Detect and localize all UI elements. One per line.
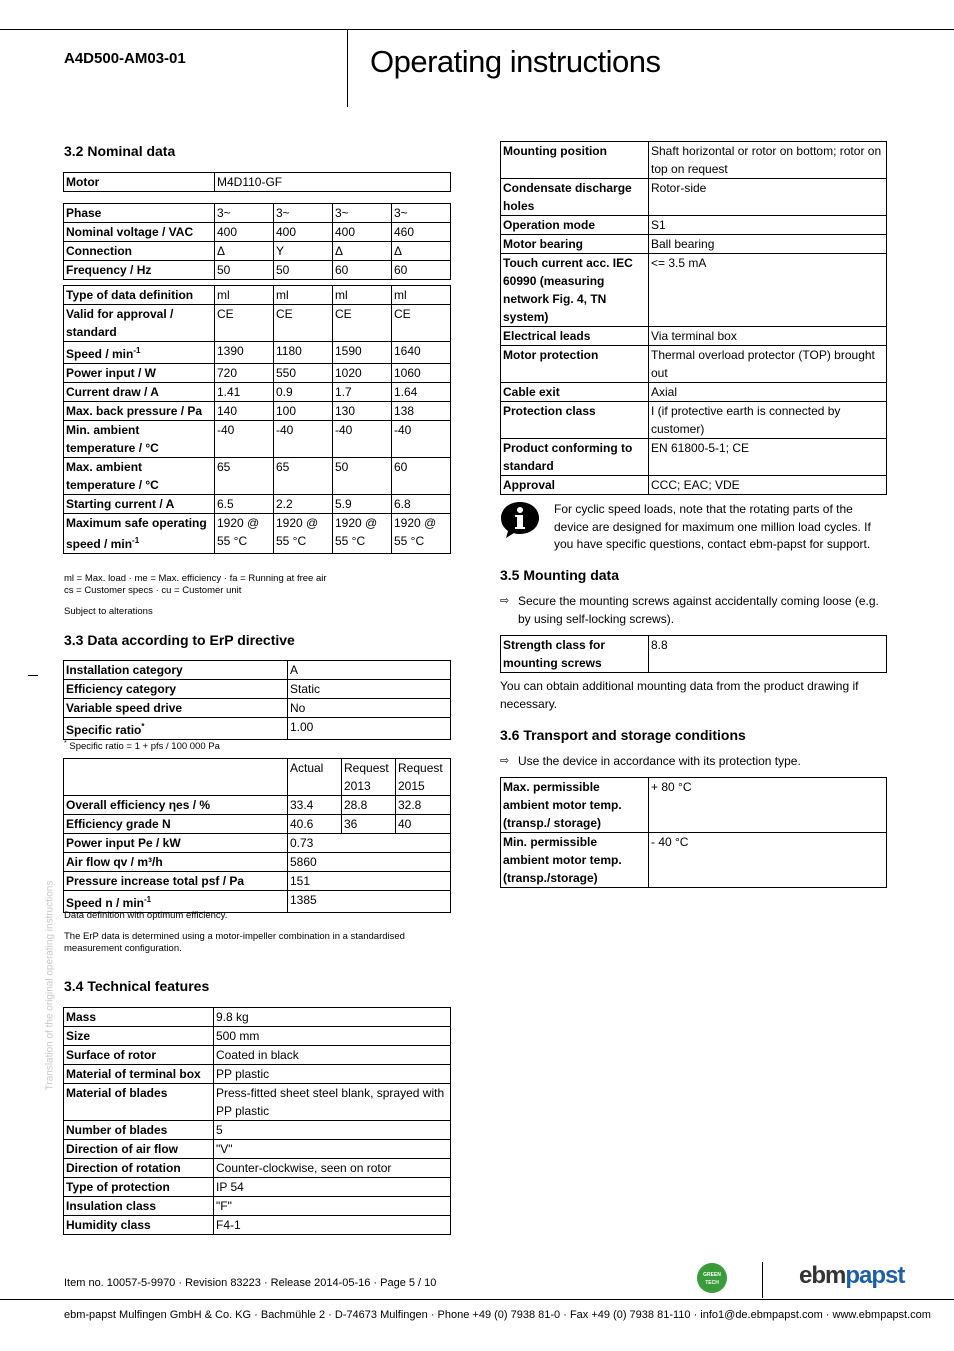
nominal-grid-1: [63, 203, 451, 280]
table-row: [501, 327, 887, 346]
table-cell: 1.7: [333, 383, 392, 402]
table-cell: 1920 @ 55 °C: [333, 514, 392, 554]
table-cell: Phase: [64, 204, 215, 223]
info-icon: [499, 500, 541, 540]
table-cell: 32.8: [396, 796, 451, 815]
table-row: [64, 1140, 451, 1159]
table-cell: Protection class: [501, 402, 649, 439]
table-cell: 100: [274, 402, 333, 421]
table-cell: Air flow qv / m³/h: [64, 853, 288, 872]
table-cell: Static: [288, 680, 451, 699]
table-cell: 2.2: [274, 495, 333, 514]
table-row: [64, 223, 451, 242]
side-text: Translation of the original operating instructions: [44, 880, 56, 1091]
table-cell: 40.6: [288, 815, 342, 834]
table-cell: Touch current acc. IEC 60990 (measuring network Fig. 4, TN system): [501, 254, 649, 327]
table-cell: Request 2015: [396, 759, 451, 796]
motor-features-table: [500, 141, 887, 495]
table-cell: -40: [392, 421, 451, 458]
table-cell: Installation category: [64, 661, 288, 680]
table-cell: Valid for approval / standard: [64, 305, 215, 342]
table-cell: 6.8: [392, 495, 451, 514]
table-cell: S1: [649, 216, 887, 235]
table-cell: 60: [392, 458, 451, 495]
margin-mark: [28, 675, 38, 676]
table-cell: Power input Pe / kW: [64, 834, 288, 853]
table-cell: 151: [288, 872, 451, 891]
page-title: Operating instructions: [370, 44, 661, 79]
table-cell: Number of blades: [64, 1121, 214, 1140]
mounting-table: [500, 635, 887, 673]
table-cell: Frequency / Hz: [64, 261, 215, 280]
table-cell: 460: [392, 223, 451, 242]
table-cell: Humidity class: [64, 1216, 214, 1235]
table-cell: ml: [215, 286, 274, 305]
storage-table: [500, 777, 887, 888]
table-row: [64, 305, 451, 342]
section-heading-3-6: 3.6 Transport and storage conditions: [500, 727, 746, 743]
table-cell: 0.73: [288, 834, 451, 853]
table-row: [501, 439, 887, 476]
table-cell: [64, 759, 288, 796]
table-row: [64, 718, 451, 740]
table-row: [501, 179, 887, 216]
green-tech-badge: [697, 1263, 727, 1293]
table-cell: 1640: [392, 342, 451, 364]
table-cell: Material of terminal box: [64, 1065, 214, 1084]
table-row: [64, 261, 451, 280]
table-cell: 0.9: [274, 383, 333, 402]
table-cell: Min. ambient temperature / °C: [64, 421, 215, 458]
table-cell: No: [288, 699, 451, 718]
table-cell: 9.8 kg: [214, 1008, 451, 1027]
table-row: [64, 699, 451, 718]
footer-rule: [0, 1299, 954, 1300]
table-cell: Mass: [64, 1008, 214, 1027]
table-cell: CCC; EAC; VDE: [649, 476, 887, 495]
table-cell: Actual: [288, 759, 342, 796]
table-row: [64, 342, 451, 364]
table-cell: Motor bearing: [501, 235, 649, 254]
table-row: [64, 514, 451, 554]
table-cell: 36: [342, 815, 396, 834]
table-cell: Insulation class: [64, 1197, 214, 1216]
table-cell: 65: [215, 458, 274, 495]
table-cell: 1020: [333, 364, 392, 383]
section-heading-3-2: 3.2 Nominal data: [64, 143, 176, 159]
table-cell: 3~: [392, 204, 451, 223]
table-cell: 1.64: [392, 383, 451, 402]
table-cell: Type of protection: [64, 1178, 214, 1197]
cell-label: Speed / min: [66, 347, 134, 361]
superscript: -1: [132, 536, 140, 545]
erp-table-2: [63, 758, 451, 913]
table-row: [64, 495, 451, 514]
table-cell: A: [288, 661, 451, 680]
bullet-protection-type: [500, 753, 885, 771]
table-cell: -40: [274, 421, 333, 458]
table-row: [64, 1046, 451, 1065]
table-cell: 3~: [274, 204, 333, 223]
table-cell: I (if protective earth is connected by customer): [649, 402, 887, 439]
company-address: ebm-papst Mulfingen GmbH & Co. KG · Bachmühle 2 · D-74673 Mulfingen · Phone +49 (0) 7938 81-0 · Fax +49 (0) 7938 81-110 · info1@de.ebmpapst.com · www.ebmpapst.com: [64, 1309, 931, 1321]
table-cell: Max. ambient temperature / °C: [64, 458, 215, 495]
logo-papst: papst: [845, 1262, 905, 1289]
table-cell: 400: [274, 223, 333, 242]
table-cell: 28.8: [342, 796, 396, 815]
table-cell: Cable exit: [501, 383, 649, 402]
table-row: [501, 142, 887, 179]
abbrev-note-2: cs = Customer specs · cu = Customer unit: [64, 585, 242, 596]
cell-label: Maximum safe operating speed / min: [66, 516, 207, 551]
table-cell: 1920 @ 55 °C: [215, 514, 274, 554]
table-cell: 8.8: [649, 636, 887, 673]
table-cell: Power input / W: [64, 364, 215, 383]
arrow-icon: ⇨: [500, 595, 510, 607]
table-cell: Direction of air flow: [64, 1140, 214, 1159]
table-cell: 1180: [274, 342, 333, 364]
table-cell: Pressure increase total psf / Pa: [64, 872, 288, 891]
table-row: [501, 254, 887, 327]
table-cell: 1060: [392, 364, 451, 383]
table-cell: Approval: [501, 476, 649, 495]
table-cell: EN 61800-5-1; CE: [649, 439, 887, 476]
table-cell: ml: [274, 286, 333, 305]
table-row: [501, 216, 887, 235]
bullet-mounting-screws: [500, 593, 885, 628]
table-cell: F4-1: [214, 1216, 451, 1235]
table-cell: Product conforming to standard: [501, 439, 649, 476]
bullet-text: Use the device in accordance with its protection type.: [518, 754, 801, 768]
table-row: [64, 204, 451, 223]
table-cell: ml: [392, 286, 451, 305]
table-cell: Mounting position: [501, 142, 649, 179]
table-cell: 50: [333, 458, 392, 495]
table-cell: Nominal voltage / VAC: [64, 223, 215, 242]
table-cell: 50: [274, 261, 333, 280]
table-row: [64, 242, 451, 261]
table-cell: Variable speed drive: [64, 699, 288, 718]
table-cell: Press-fitted sheet steel blank, sprayed with PP plastic: [214, 1084, 451, 1121]
superscript: -1: [133, 346, 141, 355]
table-cell: IP 54: [214, 1178, 451, 1197]
cell-label: Speed n / min: [66, 896, 145, 910]
table-cell: Starting current / A: [64, 495, 215, 514]
table-row: [64, 402, 451, 421]
table-cell: 3~: [333, 204, 392, 223]
table-cell: 1920 @ 55 °C: [392, 514, 451, 554]
table-row: [64, 1197, 451, 1216]
table-cell: PP plastic: [214, 1065, 451, 1084]
alterations-note: Subject to alterations: [64, 606, 153, 617]
table-cell: Shaft horizontal or rotor on bottom; rotor on top on request: [649, 142, 887, 179]
arrow-icon: ⇨: [500, 755, 510, 767]
table-cell: Counter-clockwise, seen on rotor: [214, 1159, 451, 1178]
table-cell: Connection: [64, 242, 215, 261]
table-cell: 5860: [288, 853, 451, 872]
table-row: [501, 346, 887, 383]
table-cell: Δ: [392, 242, 451, 261]
table-cell: 500 mm: [214, 1027, 451, 1046]
table-cell: <= 3.5 mA: [649, 254, 887, 327]
table-row: [64, 1121, 451, 1140]
table-cell: 5: [214, 1121, 451, 1140]
table-cell: CE: [392, 305, 451, 342]
table-cell: CE: [333, 305, 392, 342]
cell-label: Specific ratio: [66, 723, 142, 737]
table-cell: "V": [214, 1140, 451, 1159]
table-row: [501, 383, 887, 402]
superscript: *: [141, 722, 145, 731]
table-cell: Motor protection: [501, 346, 649, 383]
table-cell: 140: [215, 402, 274, 421]
table-cell: 400: [215, 223, 274, 242]
table-cell: Min. permissible ambient motor temp. (transp./storage): [501, 833, 649, 888]
table-row: [64, 286, 451, 305]
table-cell: Coated in black: [214, 1046, 451, 1065]
table-row: [64, 1008, 451, 1027]
section-heading-3-4: 3.4 Technical features: [64, 978, 210, 994]
table-cell: [64, 342, 215, 364]
table-row: [64, 1084, 451, 1121]
table-row: [64, 853, 451, 872]
bullet-text: Secure the mounting screws against accidentally coming loose (e.g. by using self-locking screws).: [518, 594, 879, 626]
mounting-para: You can obtain additional mounting data from the product drawing if necessary.: [500, 679, 859, 711]
table-row: [64, 1027, 451, 1046]
abbrev-note-1: ml = Max. load · me = Max. efficiency · fa = Running at free air: [64, 573, 327, 584]
table-cell: 138: [392, 402, 451, 421]
table-row: [64, 834, 451, 853]
footer-divider: [762, 1262, 763, 1298]
table-cell: Rotor-side: [649, 179, 887, 216]
table-cell: 65: [274, 458, 333, 495]
table-cell: 3~: [215, 204, 274, 223]
table-row: [64, 872, 451, 891]
model-number: A4D500-AM03-01: [64, 50, 186, 67]
table-cell: 720: [215, 364, 274, 383]
table-cell: 1.41: [215, 383, 274, 402]
header-divider: [347, 29, 348, 107]
table-cell: Direction of rotation: [64, 1159, 214, 1178]
table-row: [64, 364, 451, 383]
table-cell: -40: [215, 421, 274, 458]
nominal-grid-2: [63, 285, 451, 554]
erp-table-1: [63, 660, 451, 740]
table-row: [64, 796, 451, 815]
table-cell: Strength class for mounting screws: [501, 636, 649, 673]
superscript: -1: [144, 895, 152, 904]
table-cell: Size: [64, 1027, 214, 1046]
table-row: [501, 476, 887, 495]
table-cell: CE: [215, 305, 274, 342]
table-cell: 1385: [288, 891, 451, 913]
table-cell: M4D110-GF: [215, 173, 451, 192]
table-row: [64, 680, 451, 699]
table-row: [64, 1065, 451, 1084]
table-row: [501, 833, 887, 888]
table-cell: - 40 °C: [649, 833, 887, 888]
erp-note-1: Data definition with optimum efficiency.: [64, 910, 228, 921]
table-row: [64, 661, 451, 680]
table-cell: Condensate discharge holes: [501, 179, 649, 216]
table-row: [501, 402, 887, 439]
table-cell: Type of data definition: [64, 286, 215, 305]
table-cell: 130: [333, 402, 392, 421]
table-cell: 550: [274, 364, 333, 383]
ebmpapst-logo: [799, 1262, 904, 1290]
table-cell: Surface of rotor: [64, 1046, 214, 1065]
table-row: [64, 421, 451, 458]
green-tech-text: GREEN TECH: [703, 1272, 721, 1286]
table-cell: Δ: [215, 242, 274, 261]
info-text: For cyclic speed loads, note that the rotating parts of the device are designed for maximum one million load cycles. If you have specific questions, contact ebm-papst for support.: [554, 502, 871, 551]
table-cell: [64, 514, 215, 554]
item-number: Item no. 10057-5-9970 · Revision 83223 · Release 2014-05-16 · Page 5 / 10: [64, 1277, 437, 1289]
table-cell: Efficiency category: [64, 680, 288, 699]
table-cell: Axial: [649, 383, 887, 402]
ratio-note: [64, 738, 220, 753]
table-cell: Max. permissible ambient motor temp. (transp./ storage): [501, 778, 649, 833]
table-cell: 1390: [215, 342, 274, 364]
section-heading-3-3: 3.3 Data according to ErP directive: [64, 632, 295, 648]
table-cell: Via terminal box: [649, 327, 887, 346]
table-cell: Request 2013: [342, 759, 396, 796]
table-cell: 400: [333, 223, 392, 242]
table-row: [501, 636, 887, 673]
table-cell: Material of blades: [64, 1084, 214, 1121]
motor-table: [63, 172, 451, 192]
table-cell: 60: [333, 261, 392, 280]
table-row: [64, 173, 451, 192]
table-cell: Electrical leads: [501, 327, 649, 346]
table-cell: ml: [333, 286, 392, 305]
logo-ebm: ebm: [799, 1262, 846, 1289]
table-cell: -40: [333, 421, 392, 458]
table-cell: 1.00: [288, 718, 451, 740]
table-row: [64, 1216, 451, 1235]
table-cell: 5.9: [333, 495, 392, 514]
table-cell: Δ: [333, 242, 392, 261]
table-cell: "F": [214, 1197, 451, 1216]
table-row: [64, 815, 451, 834]
technical-features-table: [63, 1007, 451, 1235]
table-row: [64, 759, 451, 796]
table-cell: Max. back pressure / Pa: [64, 402, 215, 421]
table-row: [64, 383, 451, 402]
table-cell: + 80 °C: [649, 778, 887, 833]
table-cell: Motor: [64, 173, 215, 192]
table-cell: Current draw / A: [64, 383, 215, 402]
table-row: [64, 1159, 451, 1178]
table-cell: Y: [274, 242, 333, 261]
table-row: [501, 235, 887, 254]
table-cell: Ball bearing: [649, 235, 887, 254]
superscript: *: [64, 740, 67, 747]
section-heading-3-5: 3.5 Mounting data: [500, 567, 619, 583]
table-cell: Thermal overload protector (TOP) brought out: [649, 346, 887, 383]
table-cell: 1590: [333, 342, 392, 364]
table-row: [64, 1178, 451, 1197]
table-row: [501, 778, 887, 833]
ratio-note-text: Specific ratio = 1 + pfs / 100 000 Pa: [69, 741, 220, 753]
table-cell: 1920 @ 55 °C: [274, 514, 333, 554]
table-cell: 40: [396, 815, 451, 834]
table-cell: 6.5: [215, 495, 274, 514]
table-cell: Overall efficiency ηes / %: [64, 796, 288, 815]
top-rule: [0, 29, 954, 30]
table-cell: Operation mode: [501, 216, 649, 235]
table-cell: Efficiency grade N: [64, 815, 288, 834]
table-cell: [64, 718, 288, 740]
table-cell: 50: [215, 261, 274, 280]
table-cell: CE: [274, 305, 333, 342]
table-cell: 33.4: [288, 796, 342, 815]
erp-note-2: The ErP data is determined using a motor-impeller combination in a standardised measurement configuration.: [64, 931, 405, 954]
table-cell: 60: [392, 261, 451, 280]
table-row: [64, 458, 451, 495]
